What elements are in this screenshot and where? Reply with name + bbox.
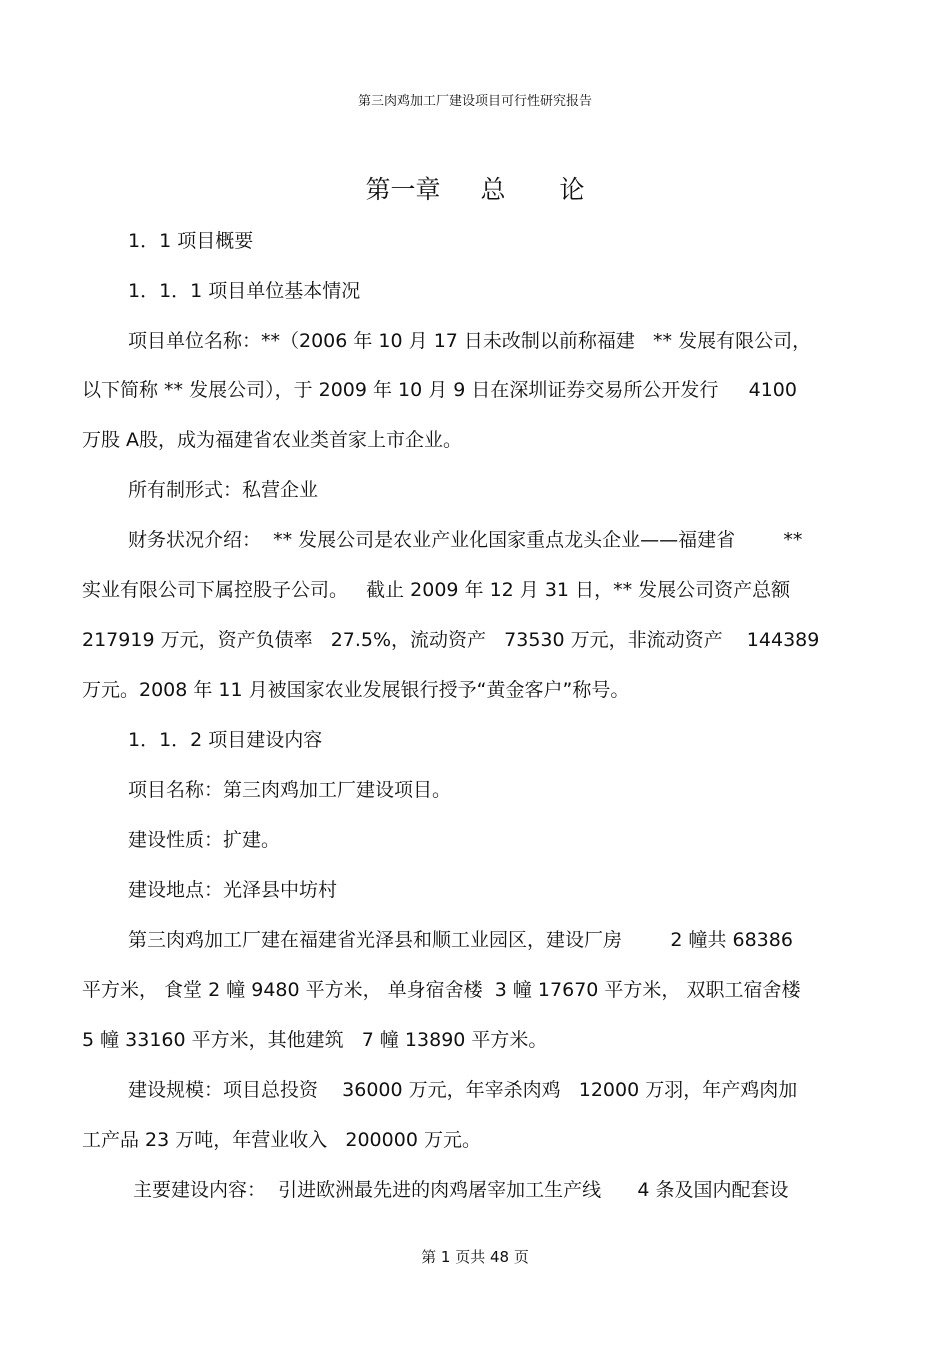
paragraph-line: 建设性质：扩建。 (128, 829, 281, 851)
page-footer: 第 1 页共 48 页 (421, 1248, 529, 1266)
paragraph-line: 217919 万元，资产负债率 27.5%，流动资产 73530 万元，非流动资产 144389 (82, 629, 820, 651)
running-header: 第三肉鸡加工厂建设项目可行性研究报告 (357, 94, 592, 109)
paragraph-line: 建设规模：项目总投资 36000 万元，年宰杀肉鸡 12000 万羽，年产鸡肉加 (128, 1079, 798, 1101)
paragraph-line: 实业有限公司下属控股子公司。 截止 2009 年 12 月 31 日，** 发展公司资产总额 (82, 579, 791, 601)
paragraph-line: 以下简称 ** 发展公司），于 2009 年 10 月 9 日在深圳证券交易所公开发行 4100 (82, 379, 797, 401)
paragraph-line: 财务状况介绍： ** 发展公司是农业产业化国家重点龙头企业——福建省 ** (128, 529, 803, 551)
paragraph-line: 工产品 23 万吨，年营业收入 200000 万元。 (82, 1129, 481, 1151)
paragraph-line: 第三肉鸡加工厂建在福建省光泽县和顺工业园区，建设厂房 2 幢共 68386 (128, 929, 793, 951)
paragraph-line: 项目名称：第三肉鸡加工厂建设项目。 (128, 779, 452, 801)
section-heading-1-1: 1．1 项目概要 (128, 230, 254, 252)
paragraph-line: 项目单位名称：**（2006 年 10 月 17 日未改制以前称福建 ** 发展有限公司， (128, 330, 812, 352)
chapter-title-part2: 总 (480, 175, 506, 204)
paragraph-line: 建设地点：光泽县中坊村 (128, 879, 338, 901)
paragraph-line: 万股 A股，成为福建省农业类首家上市企业。 (82, 429, 463, 451)
chapter-title-part1: 第一章 (365, 175, 441, 204)
section-heading-1-1-2: 1．1．2 项目建设内容 (128, 729, 323, 751)
chapter-title (0, 170, 950, 206)
chapter-title-part3: 论 (559, 175, 585, 204)
paragraph-line: 5 幢 33160 平方米，其他建筑 7 幢 13890 平方米。 (82, 1029, 548, 1051)
paragraph-line: 主要建设内容： 引进欧洲最先进的肉鸡屠宰加工生产线 4 条及国内配套设 (133, 1179, 789, 1201)
paragraph-line: 平方米， 食堂 2 幢 9480 平方米， 单身宿舍楼 3 幢 17670 平方米， 双职工宿舍楼 (82, 979, 801, 1001)
paragraph-line: 所有制形式：私营企业 (128, 479, 319, 501)
paragraph-line: 万元。2008 年 11 月被国家农业发展银行授予“黄金客户”称号。 (82, 679, 630, 701)
section-heading-1-1-1: 1．1．1 项目单位基本情况 (128, 280, 361, 302)
